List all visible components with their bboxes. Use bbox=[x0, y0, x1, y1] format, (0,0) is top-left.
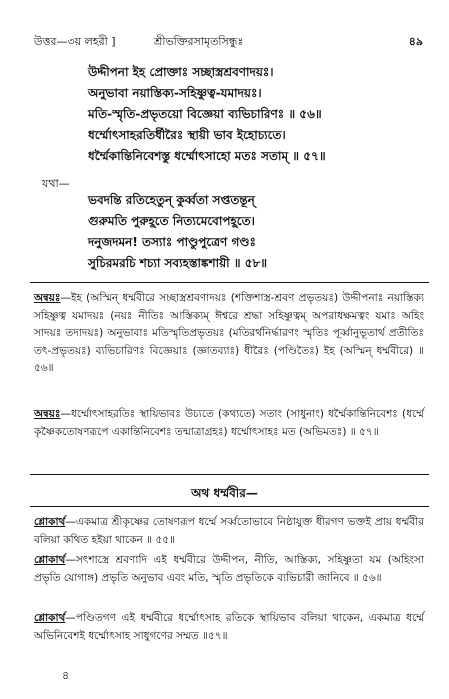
translation-text: —পণ্ডিতগণ এই ধর্ম্মবীরে ধর্ম্মোৎসাহ রতিকে স্থায়িভাব বলিয়া থাকেন, একমাত্র ধর্ম্মে অভিনিবেশই ধর্ম্মোৎসাহ সাধুগণের সম্মত ॥৫৭॥ bbox=[34, 612, 424, 642]
signature-mark: ৪ bbox=[62, 669, 70, 682]
verse-line: ধর্ম্মোৎসাহরতির্ধীরৈঃ স্থায়ী ভাব ইহোচ্যতে। bbox=[88, 128, 286, 142]
running-header bbox=[34, 34, 423, 50]
commentary-57 bbox=[34, 406, 424, 441]
yatha-label: যথা— bbox=[42, 177, 70, 190]
translation-lead: শ্লোকার্থ bbox=[34, 612, 66, 624]
translation-text: —একমাত্র শ্রীকৃষ্ণের তোষণরূপ ধর্ম্মে সর্ব্বতোভাবে নিষ্ঠাযুক্ত ধীরগণ ভক্তই প্রায় ধর্ম্মবীর বলিয়া কথিত হইয়া থাকেন ॥ ৫৫॥ bbox=[34, 516, 424, 546]
verse-line: সুচিরমরচি শচ্যা সব্যহস্তাঙ্কশায়ী ॥ ৫৮॥ bbox=[88, 256, 268, 270]
verse-line: অনুভাবা নয়াস্তিক্য-সহিষ্ণুত্ব-যমাদয়ঃ। bbox=[88, 86, 262, 100]
translation-lead: শ্লোকার্থ bbox=[34, 516, 66, 528]
verse-line: উদ্দীপনা ইহ প্রোক্তাঃ সচ্ছাস্ত্রশ্রবণাদয়ঃ। bbox=[88, 65, 274, 79]
verse-block-58 bbox=[88, 190, 428, 274]
section-title: অথ ধর্ম্মবীর— bbox=[191, 486, 258, 500]
verse-line: গুরুমতি পুরুহূতে নিত্যমেবোপহূতে। bbox=[88, 214, 255, 228]
divider-rule bbox=[30, 474, 429, 475]
verse-line: মতি-স্মৃতি-প্রভৃতয়ো বিজ্ঞেয়া ব্যভিচারিণঃ ॥ ৫৬॥ bbox=[88, 107, 322, 121]
translation-56 bbox=[34, 552, 424, 587]
verse-block-56-57 bbox=[88, 62, 428, 167]
verse-line: ভবদন্তি রতিহেতুন্ কুর্ব্বতা সপ্ততন্তূন্ bbox=[88, 193, 255, 207]
translation-lead: শ্লোকার্থ bbox=[34, 554, 66, 566]
commentary-text: —ইহ (অস্মিন্ ধর্ম্মবীরে সচ্ছাস্ত্রশ্রবণাদয়ঃ (শক্তিশাস্ত্র-শ্রবণ প্রভৃতয়ঃ) উদ্দীপনাঃ নয়াস্তিক্য সহিষ্ণুত্ব যমাদয়ঃ (নয়ঃ নীতিঃ আস্তিক্যম্ ঈশ্বরে শ্রদ্ধা সহিষ্ণুত্বম্ অপরাধক্ষমত্বং যমাঃ অহিং সাদয়ঃ তদাদয়ঃ) অনুভাবাঃ মতিস্মৃতিপ্রভৃতয়ঃ (মতিরর্থনির্দ্ধারণং স্মৃতিঃ পূর্ব্বানুভূতার্থ প্রতীতিঃ তৎ-প্রভৃতয়ঃ) ব্যভিচারিণঃ বিজ্ঞেয়াঃ (জ্ঞাতব্যাঃ) ধীরৈঃ (পণ্ডিতৈঃ) ইহ (অস্মিন্ ধর্ম্মবীরে) ॥ ৫৬॥ bbox=[34, 292, 424, 374]
verse-line: দনুজদমন! তস্যাঃ পাণ্ডুপুত্রেণ গণ্ডঃ bbox=[88, 235, 256, 249]
header-book-title: শ্রীভক্তিরসামৃতসিন্ধুঃ bbox=[154, 35, 244, 48]
verse-line: ধর্ম্মৈকান্তিনিবেশস্তু ধর্ম্মোৎসাহো মতঃ সতাম্ ॥ ৫৭॥ bbox=[88, 149, 326, 163]
header-section-label: উত্তর—৩য় লহরী ] bbox=[34, 35, 116, 48]
translation-55 bbox=[34, 514, 424, 549]
translation-text: —সৎশাস্ত্রে শ্রবণাদি এই ধর্ম্মবীরে উদ্দীপন, নীতি, আস্তিক্য, সহিষ্ণুতা যম (অহিংসা প্রভৃতি যোগাঙ্গ) প্রভৃতি অনুভাব এবং মতি, স্মৃতি প্রভৃতিকে ব্যভিচারী জানিবে ॥ ৫৬॥ bbox=[34, 554, 424, 584]
page-number: ৪৯ bbox=[408, 35, 423, 48]
divider-rule bbox=[30, 282, 429, 283]
commentary-56 bbox=[34, 290, 424, 378]
translation-57 bbox=[34, 610, 424, 645]
divider-rule-thin bbox=[30, 506, 429, 507]
commentary-lead: অন্বয়ঃ bbox=[34, 292, 61, 304]
commentary-lead: অন্বয়ঃ bbox=[34, 408, 61, 420]
commentary-text: —ধর্ম্মোৎসাহরতিঃ স্থায়িভাবঃ উচ্যতে (কথ্যতে) সতাং (সাধুনাং) ধর্ম্মৈকান্তিনিবেশঃ (ধর্ম্মে কৃষ্ণৈকতোষণরূপে একান্তিনিবেশঃ তন্মাত্রাগ্রহঃ) ধর্ম্মোৎসাহঃ মত (অভিমতঃ) ॥ ৫৭॥ bbox=[34, 408, 424, 438]
